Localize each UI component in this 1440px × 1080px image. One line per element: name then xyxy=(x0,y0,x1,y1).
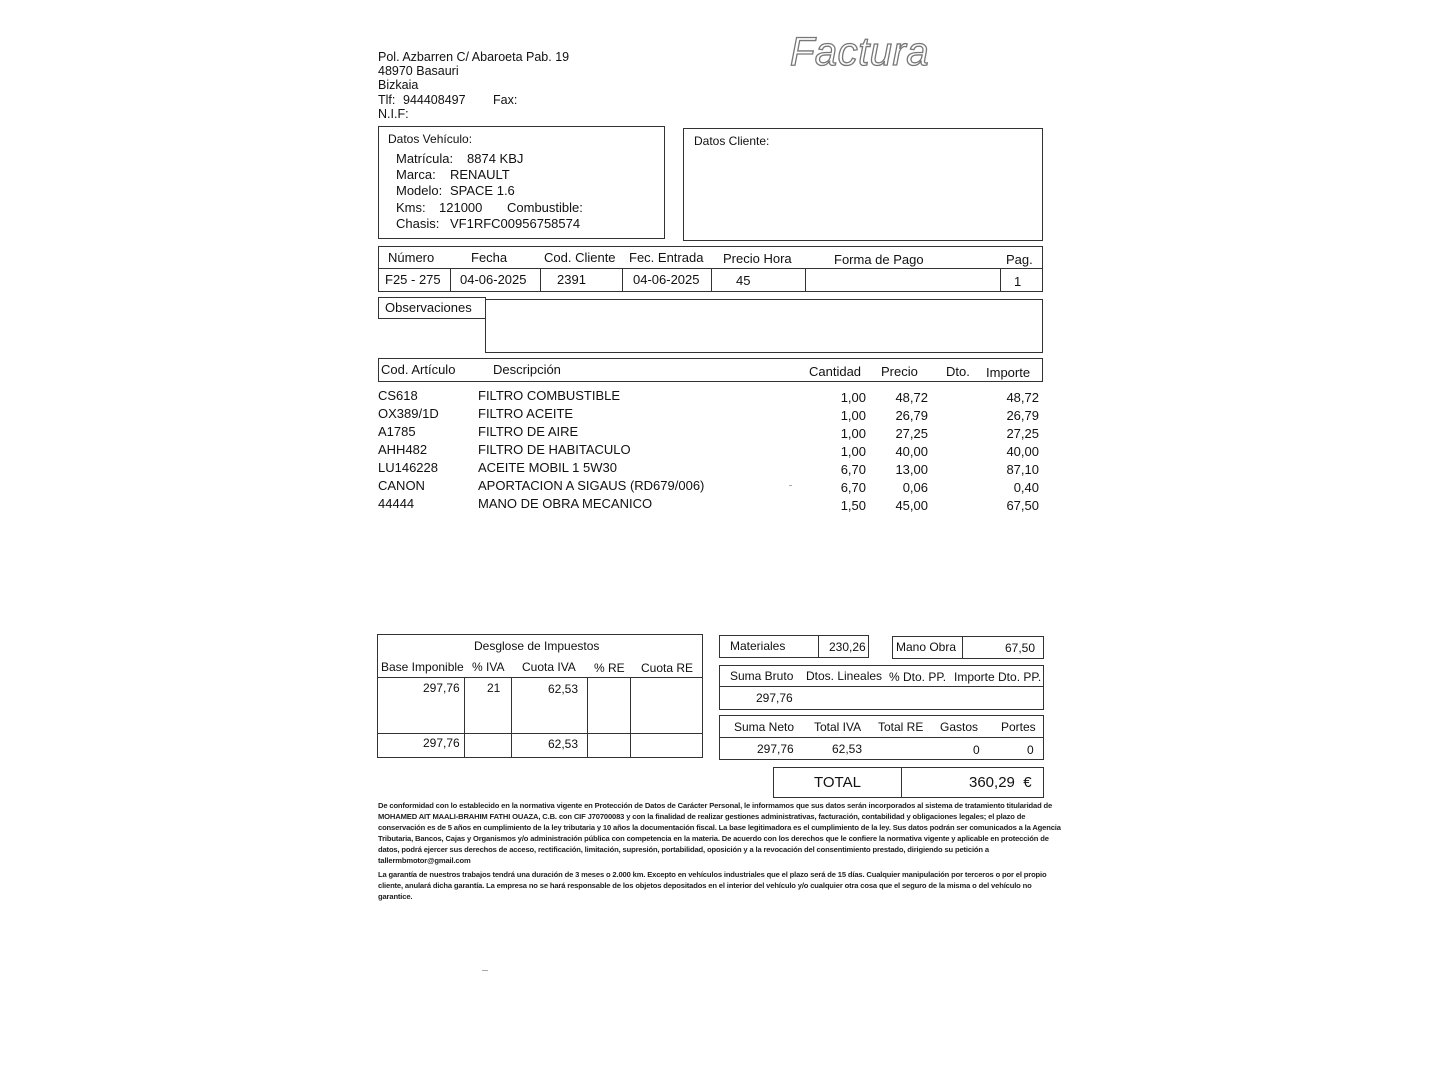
company-city: 48970 Basauri xyxy=(378,64,459,78)
table-row xyxy=(378,460,1042,478)
header-col-sep xyxy=(1000,268,1001,292)
numero-label: Número xyxy=(388,250,435,265)
suma-bruto-divider xyxy=(719,686,1044,687)
table-row xyxy=(378,424,1042,442)
company-province: Bizkaia xyxy=(378,78,419,92)
modelo-value: SPACE 1.6 xyxy=(450,183,515,198)
chasis-label: Chasis: xyxy=(396,216,440,231)
table-row xyxy=(378,478,1042,496)
line-desc: APORTACION A SIGAUS (RD679/006) xyxy=(478,478,705,493)
line-cod: CANON xyxy=(378,478,425,493)
tax-total-divider xyxy=(377,733,703,734)
observaciones-label: Observaciones xyxy=(385,300,472,315)
line-cod: 44444 xyxy=(378,496,415,511)
table-row xyxy=(378,406,1042,424)
company-phone-label: Tlf: xyxy=(378,93,396,107)
gastos-value: 0 xyxy=(973,743,980,757)
line-precio: 13,00 xyxy=(895,462,928,477)
tax-col-sep xyxy=(511,677,512,758)
line-desc: ACEITE MOBIL 1 5W30 xyxy=(478,460,617,475)
line-desc: FILTRO DE AIRE xyxy=(478,424,579,439)
total-iva-label: Total IVA xyxy=(814,720,862,734)
precio-hora-label: Precio Hora xyxy=(723,251,792,266)
line-desc: FILTRO ACEITE xyxy=(478,406,574,421)
line-importe: 26,79 xyxy=(1006,408,1039,423)
marca-value: RENAULT xyxy=(450,167,510,182)
lines-header-cantidad: Cantidad xyxy=(809,364,862,379)
tax-cuota-iva-label: Cuota IVA xyxy=(522,660,576,674)
tax-cuota-iva-value: 62,53 xyxy=(548,682,579,696)
lines-header-desc: Descripción xyxy=(493,362,561,377)
cod-cliente-label: Cod. Cliente xyxy=(544,250,616,265)
fec-entrada-label: Fec. Entrada xyxy=(629,250,704,265)
line-precio: 26,79 xyxy=(895,408,928,423)
suma-bruto-label: Suma Bruto xyxy=(730,669,794,683)
line-desc: FILTRO DE HABITACULO xyxy=(478,442,631,457)
tax-col-sep xyxy=(464,677,465,758)
fecha-value: 04-06-2025 xyxy=(460,272,527,287)
legal-warranty: La garantía de nuestros trabajos tendrá una duración de 3 meses o 2.000 km. Excepto en vehículos industriales que el plazo será de 15 días. Cualquier manipulación por terceros o por el propio cliente, anulará dicha garantía. La empresa no se hará responsable de los objetos depositados en el interior del vehículo y/o cualquier otra cosa que el seguro de la misma o del vehículo no garantice. xyxy=(378,870,1047,901)
header-col-sep xyxy=(540,268,541,292)
line-precio: 45,00 xyxy=(895,498,928,513)
tax-heading: Desglose de Impuestos xyxy=(474,639,600,653)
forma-pago-label: Forma de Pago xyxy=(834,252,924,267)
line-cod: A1785 xyxy=(378,424,416,439)
table-row xyxy=(378,442,1042,460)
line-cantidad: 1,00 xyxy=(840,390,866,405)
line-importe: 27,25 xyxy=(1006,426,1039,441)
legal-notice xyxy=(378,800,1063,905)
tax-cuota-re-label: Cuota RE xyxy=(641,661,694,675)
dto-pp-label: % Dto. PP. xyxy=(889,670,947,684)
line-cod: LU146228 xyxy=(378,460,438,475)
total-sep xyxy=(901,767,902,798)
importe-dto-pp-label: Importe Dto. PP. xyxy=(954,670,1042,684)
header-col-sep xyxy=(805,268,806,292)
materiales-value: 230,26 xyxy=(829,640,866,654)
table-row xyxy=(378,388,1042,406)
total-value: 360,29 € xyxy=(969,774,1032,791)
tax-col-sep xyxy=(587,677,588,758)
line-desc: MANO DE OBRA MECANICO xyxy=(478,496,653,511)
line-importe: 40,00 xyxy=(1006,444,1039,459)
line-importe: 67,50 xyxy=(1006,498,1039,513)
line-cantidad: 1,00 xyxy=(840,444,866,459)
tax-total-base-value: 297,76 xyxy=(423,736,460,750)
header-col-sep xyxy=(622,268,623,292)
lines-header-precio: Precio xyxy=(881,364,918,379)
company-fax-label: Fax: xyxy=(493,93,518,107)
suma-bruto-value: 297,76 xyxy=(756,691,793,705)
pag-label: Pag. xyxy=(1006,252,1033,267)
combustible-label: Combustible: xyxy=(507,200,583,215)
tax-header-divider xyxy=(377,677,703,678)
company-nif-label: N.I.F: xyxy=(378,107,409,121)
matricula-value: 8874 KBJ xyxy=(467,151,524,166)
line-importe: 0,40 xyxy=(1013,480,1039,495)
line-precio: 0,06 xyxy=(902,480,928,495)
marca-label: Marca: xyxy=(396,167,436,182)
tax-base-value: 297,76 xyxy=(423,681,460,695)
pag-value: 1 xyxy=(1014,274,1022,289)
portes-value: 0 xyxy=(1027,743,1034,757)
company-address: Pol. Azbarren C/ Abaroeta Pab. 19 xyxy=(378,50,570,64)
fec-entrada-value: 04-06-2025 xyxy=(633,272,700,287)
header-col-sep xyxy=(450,268,451,292)
lines-header-dto: Dto. xyxy=(946,364,970,379)
line-cod: OX389/1D xyxy=(378,406,439,421)
kms-value: 121000 xyxy=(439,200,483,215)
scan-speck xyxy=(789,485,792,486)
line-cantidad: 1,00 xyxy=(840,408,866,423)
materiales-label: Materiales xyxy=(730,639,786,653)
numero-value: F25 - 275 xyxy=(385,272,441,287)
dtos-lineales-label: Dtos. Lineales xyxy=(806,669,883,683)
client-heading: Datos Cliente: xyxy=(694,134,770,148)
line-cantidad: 6,70 xyxy=(840,480,866,495)
vehicle-heading: Datos Vehículo: xyxy=(388,132,473,146)
lines-header-cod: Cod. Artículo xyxy=(381,362,456,377)
tax-base-label: Base Imponible xyxy=(381,660,464,674)
lines-header-importe: Importe xyxy=(986,365,1031,380)
scan-speck xyxy=(482,970,488,971)
observaciones-box xyxy=(485,299,1043,353)
line-cantidad: 6,70 xyxy=(840,462,866,477)
line-importe: 87,10 xyxy=(1006,462,1039,477)
line-importe: 48,72 xyxy=(1006,390,1039,405)
line-cantidad: 1,50 xyxy=(840,498,866,513)
line-cod: AHH482 xyxy=(378,442,428,457)
suma-neto-divider xyxy=(719,737,1044,738)
tax-re-label: % RE xyxy=(594,661,625,675)
mano-obra-value: 67,50 xyxy=(1005,641,1036,655)
cod-cliente-value: 2391 xyxy=(557,272,586,287)
modelo-label: Modelo: xyxy=(396,183,443,198)
line-cantidad: 1,00 xyxy=(840,426,866,441)
tax-iva-label: % IVA xyxy=(472,660,505,674)
line-precio: 48,72 xyxy=(895,390,928,405)
line-desc: FILTRO COMBUSTIBLE xyxy=(478,388,621,403)
line-precio: 27,25 xyxy=(895,426,928,441)
mano-obra-label: Mano Obra xyxy=(896,640,957,654)
line-precio: 40,00 xyxy=(895,444,928,459)
gastos-label: Gastos xyxy=(940,720,979,734)
total-re-label: Total RE xyxy=(878,720,924,734)
kms-label: Kms: xyxy=(396,200,426,215)
tax-col-sep xyxy=(630,677,631,758)
suma-neto-value: 297,76 xyxy=(757,742,794,756)
lines-header-box xyxy=(378,358,1043,382)
chasis-value: VF1RFC00956758574 xyxy=(450,216,581,231)
mano-obra-sep xyxy=(962,636,963,659)
portes-label: Portes xyxy=(1001,720,1036,734)
legal-data-protection: De conformidad con lo establecido en la normativa vigente en Protección de Datos de Carácter Personal, le informamos que sus datos serán incorporados al sistema de tratamiento titularidad de MOHAMED AIT MAALI-BRAHIM FATHI OUAZA, C.B. con CIF J70700083 y con la finalidad de realizar gestiones administrativas, facturación, contabilidad y obligaciones legales; el plazo de conservación es de 5 años en cumplimiento de la ley tributaria y 10 años la documentación fiscal. La base legitimadora es el cumplimiento de la ley. Sus datos podrán ser comunicados a la Agencia Tributaria, Bancos, Cajas y Organismos y/o administración pública con competencia en la materia. De acuerdo con los derechos que le confiere la normativa vigente y aplicable en protección de datos, podrá ejercer sus derechos de acceso, rectificación, limitación, supresión, portabilidad, oposición y a la revocación del consentimiento prestado, dirigiendo su petición a tallermbmotor@gmail.com xyxy=(378,801,1061,865)
matricula-label: Matrícula: xyxy=(396,151,454,166)
total-iva-value: 62,53 xyxy=(832,742,863,756)
total-label: TOTAL xyxy=(814,774,861,791)
tax-iva-value: 21 xyxy=(487,681,501,695)
invoice-title: Factura xyxy=(790,30,930,74)
tax-total-cuota-iva-value: 62,53 xyxy=(548,737,579,751)
materiales-sep xyxy=(818,635,819,658)
suma-neto-label: Suma Neto xyxy=(734,720,795,734)
fecha-label: Fecha xyxy=(471,250,508,265)
company-phone: 944408497 xyxy=(403,93,466,107)
precio-hora-value: 45 xyxy=(736,273,751,288)
table-row xyxy=(378,496,1042,514)
header-col-sep xyxy=(711,268,712,292)
line-cod: CS618 xyxy=(378,388,418,403)
